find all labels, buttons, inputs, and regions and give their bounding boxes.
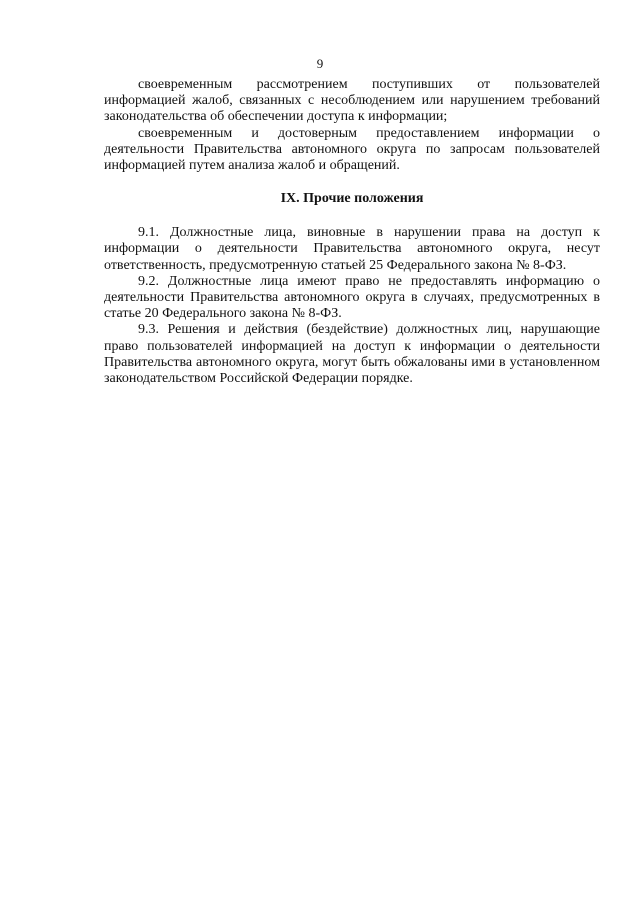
intro-paragraph-1: своевременным рассмотрением поступивших от пользователей информацией жалоб, связанных с несоблюдением или нарушением требований законодательства об обеспечении доступа к информации;	[104, 77, 600, 125]
section-paragraph-9-3: 9.3. Решения и действия (бездействие) должностных лиц, нарушающие право пользователей информацией на доступ к информации о деятельности Правительства автономного округа, могут быть обжалованы ими в установленном законодательством Российской Федерации порядке.	[104, 322, 600, 387]
page-number: 9	[316, 56, 324, 71]
intro-paragraph-2: своевременным и достоверным предоставлением информации о деятельности Правительства автономного округа по запросам пользователей информацией путем анализа жалоб и обращений.	[104, 125, 600, 174]
section-heading: IX. Прочие положения	[280, 191, 424, 207]
section-paragraph-9-2: 9.2. Должностные лица имеют право не предоставлять информацию о деятельности Правительства автономного округа в случаях, предусмотренных в статье 20 Федерального закона № 8-ФЗ.	[104, 273, 600, 322]
section-paragraph-9-1: 9.1. Должностные лица, виновные в нарушении права на доступ к информации о деятельности Правительства автономного округа, несут ответственность, предусмотренную статьей 25 Федерального закона № 8-ФЗ.	[104, 225, 600, 273]
document-content	[104, 77, 600, 387]
